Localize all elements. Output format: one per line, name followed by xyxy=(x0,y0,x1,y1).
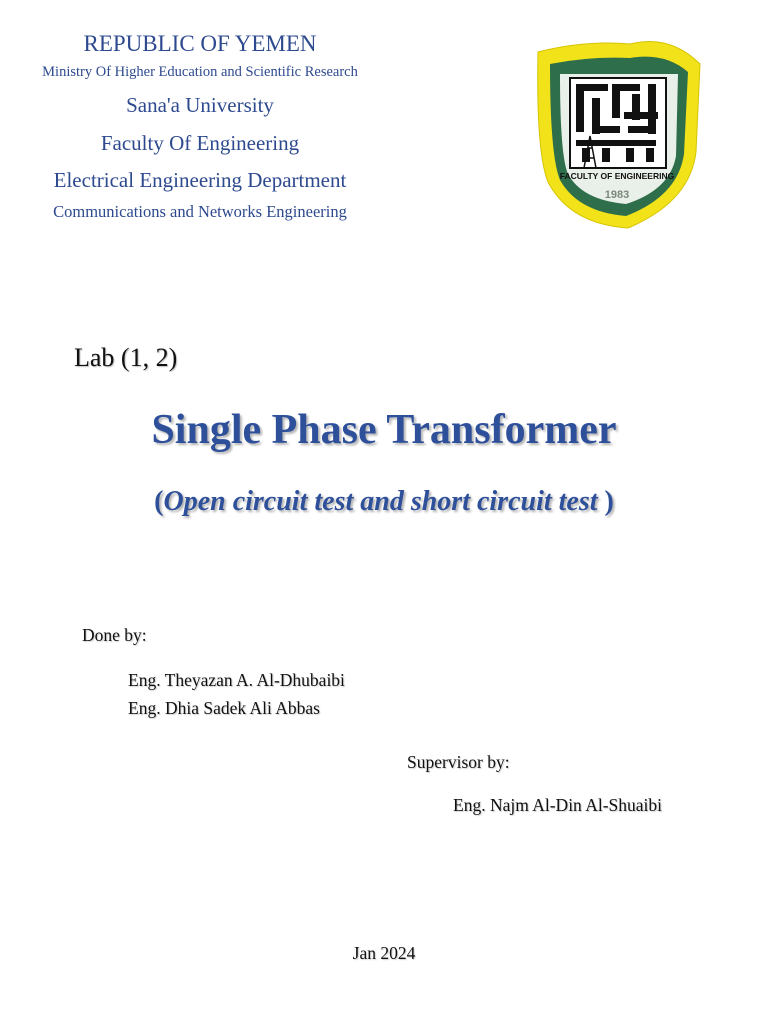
author-name: Eng. Theyazan A. Al-Dhubaibi xyxy=(128,670,345,690)
department-name: Electrical Engineering Department xyxy=(53,168,347,192)
faculty-name: Faculty Of Engineering xyxy=(100,131,300,155)
faculty-logo xyxy=(530,32,704,232)
done-by-label: Done by: xyxy=(82,625,147,645)
subtitle-close-paren: ) xyxy=(604,486,614,517)
supervisor-name: Eng. Najm Al-Din Al-Shuaibi xyxy=(453,795,663,815)
logo-year: 1983 xyxy=(604,189,630,201)
logo-caption: FACULTY OF ENGINEERING xyxy=(559,171,675,181)
subtitle-open-paren: ( xyxy=(154,486,164,517)
author-list xyxy=(128,666,345,722)
subtitle-text: Open circuit test and short circuit test xyxy=(163,486,598,517)
ministry-name: Ministry Of Higher Education and Scientific Research xyxy=(42,64,358,80)
program-name: Communications and Networks Engineering xyxy=(53,202,347,221)
supervisor-label: Supervisor by: xyxy=(407,752,510,772)
university-name: Sana'a University xyxy=(126,93,274,117)
country-name: REPUBLIC OF YEMEN xyxy=(83,31,317,56)
report-title: Single Phase Transformer xyxy=(151,407,617,453)
author-name: Eng. Dhia Sadek Ali Abbas xyxy=(128,698,320,718)
institution-header xyxy=(0,28,400,226)
report-date: Jan 2024 xyxy=(352,943,416,963)
lab-number: Lab (1, 2) xyxy=(74,343,178,372)
report-subtitle xyxy=(0,486,768,518)
